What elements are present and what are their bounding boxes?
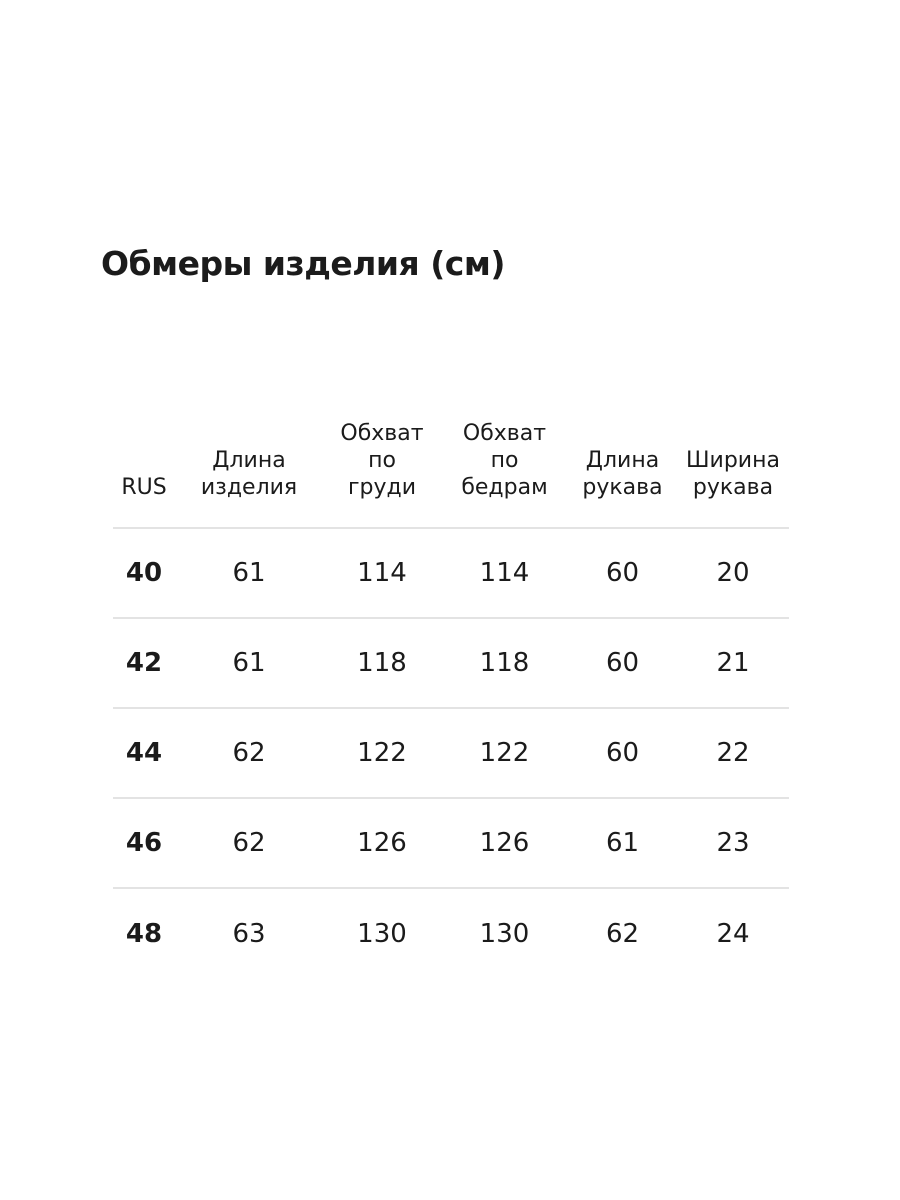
product-length-cell: 61	[175, 618, 323, 708]
size-cell: 40	[113, 528, 175, 618]
chest-girth-cell: 130	[357, 918, 407, 949]
table-row	[113, 888, 789, 978]
table-row	[113, 708, 789, 798]
header-sleeve-length	[568, 405, 677, 528]
hip-girth-cell: 114	[441, 528, 568, 618]
header-sleeve-width	[677, 405, 789, 528]
chest-girth-cell: 122	[323, 708, 441, 798]
size-cell: 44	[113, 708, 175, 798]
product-length-cell: 62	[175, 708, 323, 798]
size-cell: 46	[113, 798, 175, 888]
header-product-length	[175, 405, 323, 528]
header-line: по	[490, 448, 519, 473]
sleeve-length-cell: 60	[568, 618, 677, 708]
header-row	[113, 405, 789, 528]
table-row	[113, 528, 789, 618]
header-line: Обхват	[462, 421, 547, 446]
header-line: рукава	[692, 475, 774, 500]
header-line: изделия	[200, 475, 298, 500]
sleeve-length-cell: 61	[568, 798, 677, 888]
hip-girth-cell: 118	[441, 618, 568, 708]
table-row	[113, 798, 789, 888]
sleeve-width-cell: 20	[677, 528, 789, 618]
chest-girth-cell: 114	[323, 528, 441, 618]
header-line: груди	[347, 475, 417, 500]
product-length-cell: 61	[175, 528, 323, 618]
measurements-table-container	[113, 405, 789, 978]
header-size-rus	[113, 405, 175, 528]
hip-girth-cell: 122	[441, 708, 568, 798]
header-line: Длина	[585, 448, 660, 473]
size-cell: 48	[125, 918, 163, 949]
sleeve-length-cell: 60	[568, 708, 677, 798]
table-body	[113, 528, 789, 978]
header-line: Обхват	[340, 421, 424, 446]
chest-girth-cell: 118	[323, 618, 441, 708]
sleeve-width-cell: 22	[677, 708, 789, 798]
table-row	[113, 618, 789, 708]
measurements-table	[113, 405, 789, 978]
header-line: Ширина	[686, 448, 780, 473]
sleeve-width-cell: 24	[716, 918, 750, 949]
hip-girth-cell: 126	[441, 798, 568, 888]
hip-girth-cell: 130	[479, 918, 530, 949]
header-hip-girth	[441, 405, 568, 528]
sleeve-length-cell: 60	[568, 528, 677, 618]
page-title: Обмеры изделия (см)	[101, 244, 505, 283]
table-header	[113, 405, 789, 528]
chest-girth-cell: 126	[323, 798, 441, 888]
header-line: RUS	[121, 475, 167, 500]
header-line: рукава	[582, 475, 663, 500]
product-length-cell: 63	[232, 918, 266, 949]
header-line: Длина	[212, 448, 286, 473]
header-chest-girth	[323, 405, 441, 528]
header-line: по	[368, 448, 396, 473]
sleeve-width-cell: 21	[677, 618, 789, 708]
sleeve-length-cell: 62	[605, 918, 640, 949]
header-line: бедрам	[461, 475, 548, 500]
product-length-cell: 62	[175, 798, 323, 888]
sleeve-width-cell: 23	[677, 798, 789, 888]
size-cell: 42	[113, 618, 175, 708]
